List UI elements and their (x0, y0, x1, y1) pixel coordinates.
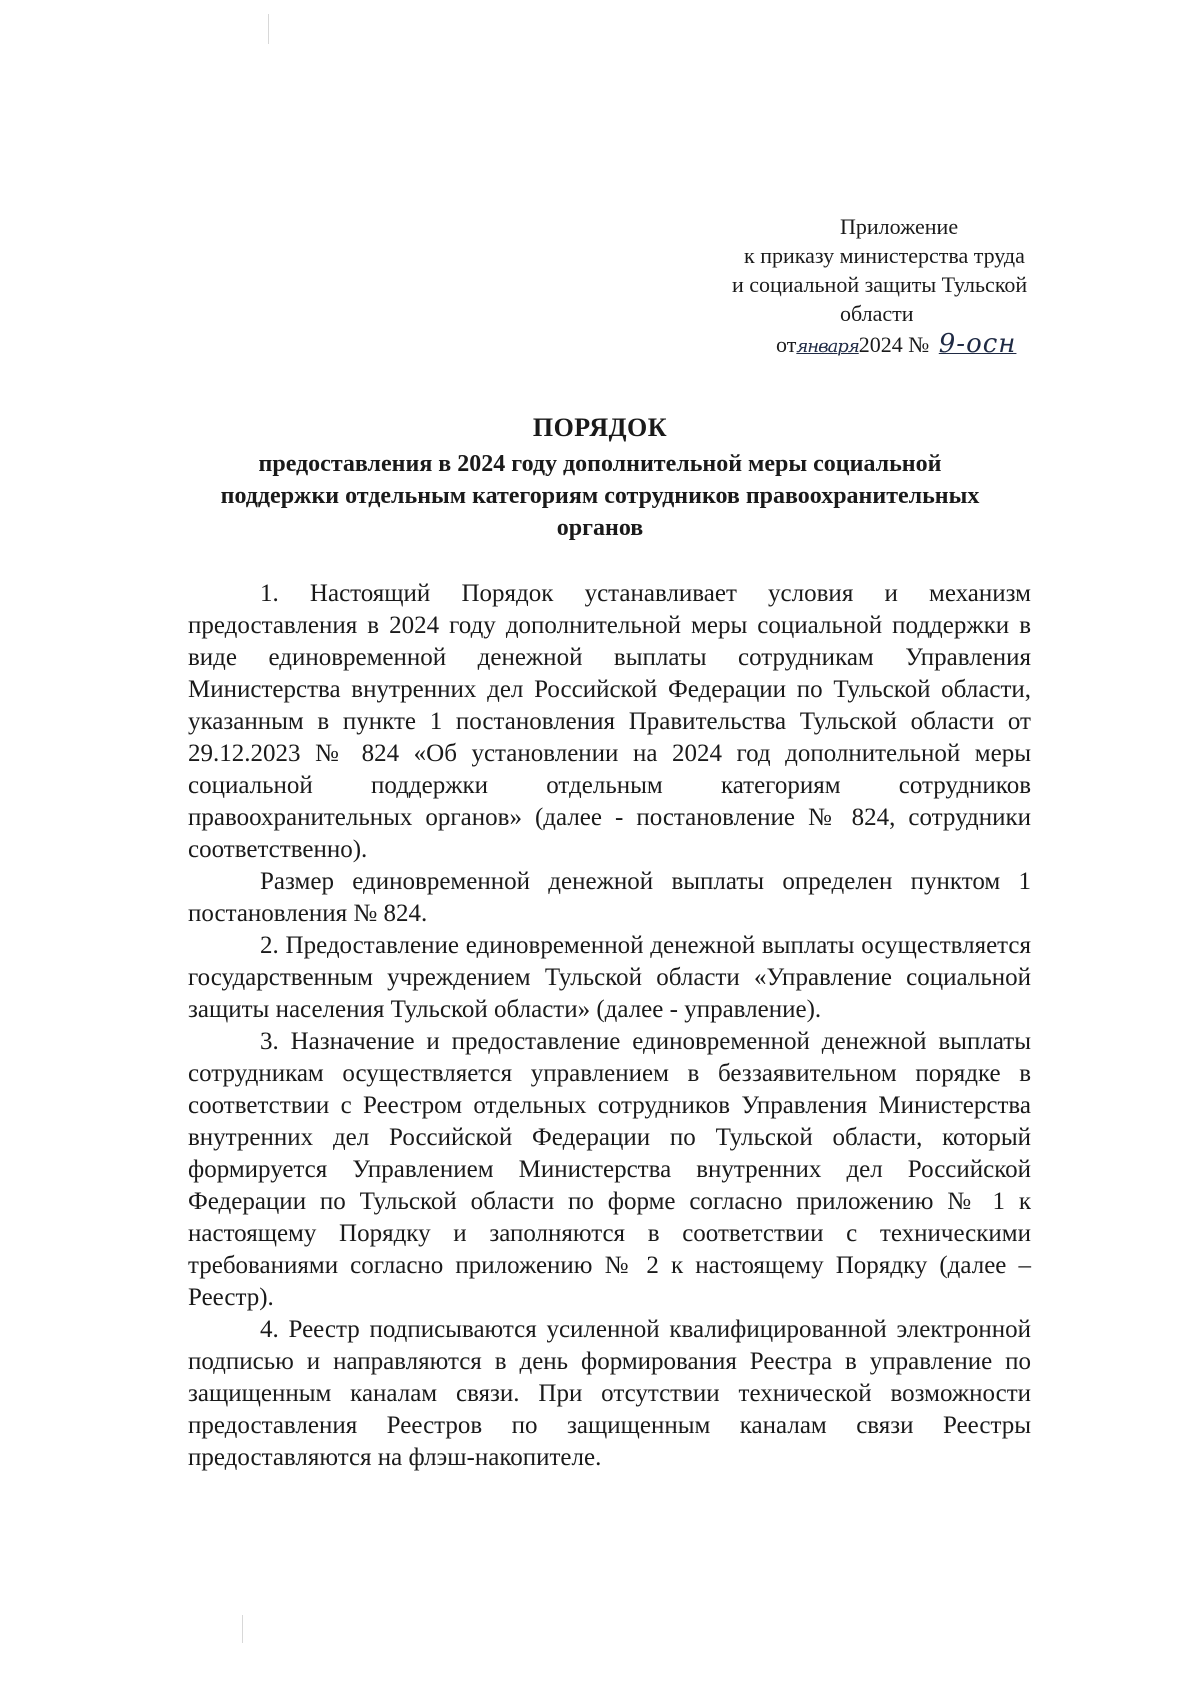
handwritten-date: января (796, 336, 859, 357)
year: 2024 (858, 332, 903, 357)
approval-line: к приказу министерства труда (744, 243, 1025, 268)
paragraph: 3. Назначение и предоставление единовременной денежной выплаты сотрудникам осуществляется управлением в беззаявительном порядке в соответствии с Реестром отдельных сотрудников Управления Министерства внутренних дел Российской Федерации по Тульской области, который формируется Управлением Министерства внутренних дел Российской Федерации по Тульской области по форме согласно приложению № 1 к настоящему Порядку и заполняются в соответствии с техническими требованиями согласно приложению № 2 к настоящему Порядку (далее – Реестр). (188, 1028, 1031, 1311)
approval-date-number (720, 330, 1080, 361)
paragraph: 1. Настоящий Порядок устанавливает условия и механизм предоставления в 2024 году дополнительной меры социальной поддержки в виде единовременной денежной выплаты сотрудникам Управления Министерства внутренних дел Российской Федерации по Тульской области, указанным в пункте 1 постановления Правительства Тульской области от 29.12.2023 № 824 «Об установлении на 2024 год дополнительной меры социальной поддержки отдельным категориям сотрудников правоохранительных органов» (далее - постановление № 824, сотрудники соответственно). (188, 580, 1031, 863)
document-title: ПОРЯДОК (532, 413, 668, 442)
paragraph: 4. Реестр подписываются усиленной квалифицированной электронной подписью и направляются в день формирования Реестра в управление по защищенным каналам связи. При отсутствии технической возможности предоставления Реестров по защищенным каналам связи Реестры предоставляются на флэш-накопителе. (188, 1316, 1031, 1471)
document-body (188, 578, 1031, 1474)
approval-line: Приложение (840, 214, 959, 239)
approval-line: и социальной защиты Тульской (732, 272, 1028, 297)
number-sign: № (908, 332, 930, 357)
scan-mark (242, 1615, 243, 1643)
scan-mark (268, 14, 269, 44)
approval-line: области (840, 301, 914, 326)
document-subtitle: предоставления в 2024 году дополнительной меры социальной поддержки отдельным категориям сотрудников правоохранительных органов (220, 451, 980, 541)
date-prefix: от (776, 332, 797, 357)
handwritten-number: 9-осн (938, 329, 1017, 359)
paragraph: 2. Предоставление единовременной денежной выплаты осуществляется государственным учреждением Тульской области «Управление социальной защиты населения Тульской области» (далее - управление). (188, 932, 1031, 1023)
paragraph: Размер единовременной денежной выплаты определен пунктом 1 постановления № 824. (188, 868, 1031, 927)
approval-block (720, 212, 1080, 361)
